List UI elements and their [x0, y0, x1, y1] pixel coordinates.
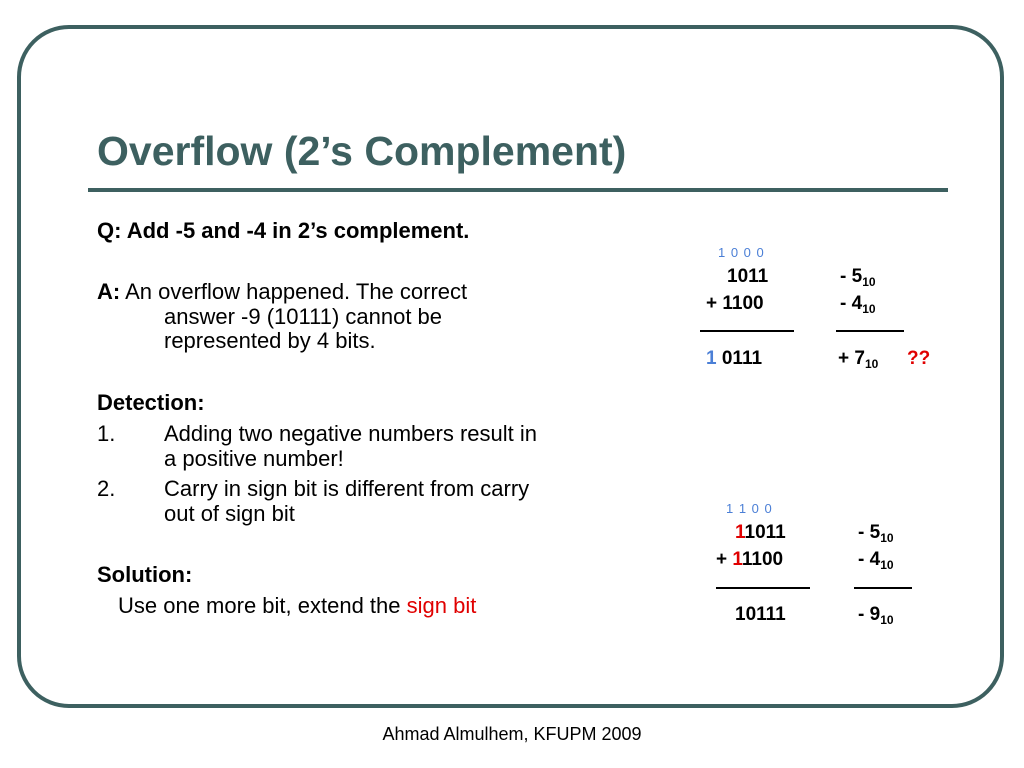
example1-result-carry: 1 — [706, 348, 717, 369]
solution-text — [118, 593, 476, 618]
example1-binary-sum-line — [700, 330, 794, 332]
detection-heading: Detection: — [97, 390, 205, 415]
example1-decimal-2: - $4_{10}$ — [840, 293, 876, 316]
example2-operand-2: + 11100 — [716, 549, 784, 570]
example2-operand-1: 11011 — [735, 522, 786, 543]
example2-decimal-result: - $9_{10}$ — [858, 604, 894, 627]
example1-operand-1: 1011 — [727, 266, 769, 287]
title-underline — [88, 188, 948, 192]
answer-label: A: — [97, 279, 121, 304]
sign-bit-highlight: sign bit — [406, 593, 477, 618]
example2-decimal-sum-line — [854, 587, 912, 589]
detection-item-1-line-1: Adding two negative numbers result in — [164, 421, 537, 446]
example2-binary-sum-line — [716, 587, 810, 589]
answer-line-2: answer -9 (10111) cannot be — [164, 304, 443, 329]
example1-decimal-sum-line — [836, 330, 904, 332]
example2-result: 10111 — [735, 604, 786, 625]
example2-operand-1-sign-extension: 1 — [735, 522, 745, 543]
example2-carries: 1 1 0 0 — [726, 501, 773, 516]
solution-heading: Solution: — [97, 562, 193, 587]
example2-decimal-2: - $4_{10}$ — [858, 549, 894, 572]
answer-text-1: An overflow happened. The correct — [120, 279, 468, 304]
footer-credit: Ahmad Almulhem, KFUPM 2009 — [382, 724, 642, 744]
example1-operand-2: + 1100 — [706, 293, 764, 314]
detection-item-2-line-2: out of sign bit — [164, 501, 295, 526]
detection-item-2-line-1: Carry in sign bit is different from carry — [164, 476, 530, 501]
answer-line-3: represented by 4 bits. — [164, 328, 376, 353]
example1-decimal-1: - $5_{10}$ — [840, 266, 876, 289]
slide-title: Overflow (2’s Complement) — [97, 128, 627, 174]
detection-item-1-line-2: a positive number! — [164, 446, 344, 471]
example1-decimal-result: + $7_{10}$ — [838, 348, 879, 371]
example1-overflow-flag: ?? — [907, 348, 931, 369]
example1-carries: 1 0 0 0 — [718, 245, 765, 260]
example1-result — [706, 348, 762, 370]
solution-body: Use one more bit, extend the — [118, 593, 407, 618]
answer-line-1 — [97, 279, 467, 304]
detection-item-2-number: 2. — [97, 476, 116, 501]
example2-operand-2-sign-extension: 1 — [732, 549, 742, 570]
detection-item-1-number: 1. — [97, 421, 116, 446]
example1-result-bits: 0111 — [716, 348, 763, 369]
question-text: Q: Add -5 and -4 in 2’s complement. — [97, 218, 470, 243]
example2-decimal-1: - $5_{10}$ — [858, 522, 894, 545]
